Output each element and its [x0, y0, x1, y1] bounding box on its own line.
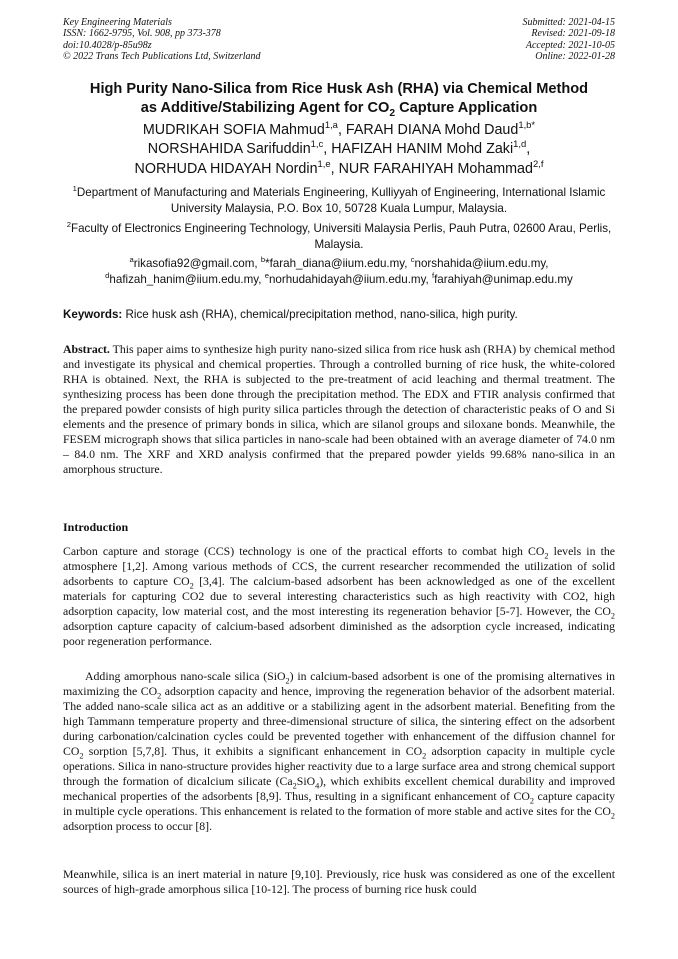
journal-copyright: © 2022 Trans Tech Publications Ltd, Switzerland — [63, 51, 261, 63]
title-line-2 — [63, 99, 615, 118]
author-superscript: 2,f — [532, 158, 544, 170]
title-line-1: High Purity Nano-Silica from Rice Husk Ash (RHA) via Chemical Method — [89, 81, 589, 97]
email-list — [63, 256, 615, 287]
email-superscript: f — [431, 270, 435, 280]
dates-header — [523, 17, 616, 63]
author-line — [63, 140, 615, 159]
email-address[interactable]: farahiyah@unimap.edu.my — [434, 272, 573, 286]
text-run: levels in the atmosphere [1,2]. Among various methods of CCS, the current researcher recommended the utilization of solid adsorbents to capture CO — [63, 544, 615, 589]
paper-title — [63, 80, 615, 117]
intro-paragraph-3: Meanwhile, silica is an inert material in nature [9,10]. Previously, rice husk was considered as one of the excellent sources of high-grade amorphous silica [10-12]. The process of burning rice husk could — [63, 867, 615, 897]
affiliation-1 — [63, 185, 615, 217]
author-separator: , — [323, 141, 332, 158]
abstract-text: This paper aims to synthesize high purity nano-sized silica from rice husk ash (RHA) by chemical method and investigate its physical and chemical properties. Through a controlled burning of rice husk, the white-colored RHA is obtained. Next, the RHA is subjected to the pre-treatment of acid leaching and thermal treatment. The synthesizing process has been done through the precipitation method. The EDX and FTIR analysis confirmed that the prepared powder consists of high purity silica particles through the detection of characteristic peaks of O and Si elements and the presence of primary bonds in silica, which are silanol groups and siloxane bonds. Meanwhile, the FESEM micrograph shows that silica particles in nano-scale had been obtained with an average diameter of 74.0 nm – 84.0 nm. The XRF and XRD analysis confirmed that the prepared powder yields 99.68% nano-silica in an amorphous structure. — [63, 342, 615, 477]
journal-doi: doi:10.4028/p-85u98z — [63, 39, 152, 51]
keywords — [63, 307, 615, 322]
author-list — [63, 121, 615, 179]
keywords-text: Rice husk ash (RHA), chemical/precipitation method, nano-silica, high purity. — [122, 308, 518, 321]
date-revised: Revised: 2021-09-18 — [531, 28, 615, 40]
journal-issn: ISSN: 1662-9795, Vol. 908, pp 373-378 — [63, 28, 221, 40]
author-separator: , — [337, 122, 346, 138]
affiliation-superscript: 1 — [72, 184, 77, 194]
author-name: FARAH DIANA Mohd Daud — [345, 122, 519, 138]
affiliation-text: Faculty of Electronics Engineering Technology, Universiti Malaysia Perlis, Pauh Putra, 02600 Arau, Perlis, Malaysia. — [71, 222, 612, 252]
title-line-2-part: as Additive/Stabilizing Agent for CO — [140, 99, 390, 116]
email-address[interactable]: norhudahidayah@iium.edu.my, — [268, 272, 432, 286]
subscript: 2 — [189, 581, 194, 591]
email-address[interactable]: rikasofia92@gmail.com, — [133, 257, 261, 270]
intro-paragraph-1 — [63, 544, 615, 649]
email-superscript: c — [410, 255, 415, 265]
subscript: 2 — [157, 691, 162, 701]
email-address[interactable]: hafizah_hanim@iium.edu.my, — [109, 272, 265, 286]
abstract — [63, 342, 615, 477]
date-online: Online: 2022-01-28 — [535, 51, 615, 63]
email-superscript: b — [260, 255, 266, 265]
email-address[interactable]: *farah_diana@iium.edu.my, — [265, 257, 411, 270]
text-run: capture capacity in multiple cycle operations. This enhancement is related to the formation of more stable and active sites for the CO — [63, 789, 616, 819]
author-superscript: 1,e — [317, 158, 331, 170]
title-line-2-part: Capture Application — [395, 99, 538, 116]
text-run: ), which exhibits excellent chemical durability and improved mechanical properties of the adsorbents [8,9]. Thus, resulting in a significant enhancement of CO — [63, 774, 616, 804]
affiliation-text: Department of Manufacturing and Materials Engineering, Kulliyyah of Engineering, International Islamic University Malaysia, P.O. Box 10, 50728 Kuala Lumpur, Malaysia. — [76, 186, 606, 216]
email-line — [63, 256, 615, 272]
subscript: 2 — [544, 551, 549, 561]
author-name: NORHUDA HIDAYAH Nordin — [134, 160, 318, 177]
journal-name: Key Engineering Materials — [63, 17, 172, 28]
affiliation-superscript: 2 — [66, 220, 71, 230]
subscript: 4 — [315, 781, 320, 791]
email-superscript: a — [129, 255, 134, 265]
subscript: 2 — [610, 611, 615, 621]
abstract-label: Abstract. — [63, 342, 110, 356]
introduction-heading: Introduction — [63, 520, 129, 534]
author-name: HAFIZAH HANIM Mohd Zaki — [331, 141, 514, 158]
subscript: 2 — [422, 751, 427, 761]
subscript: 2 — [292, 781, 297, 791]
text-run: [3,4]. The calcium-based adsorbent has been acknowledged as one of the excellent materials for capturing CO2 due to several interesting characteristics such as high reactivity with CO2, high adsorption capacity, low material cost, and the most interesting its regeneration behavior [5-7]. However, the CO — [63, 574, 616, 619]
text-run: SiO — [296, 774, 316, 789]
author-separator: , — [526, 141, 531, 158]
title-subscript: 2 — [389, 107, 396, 119]
affiliation-2 — [63, 221, 615, 253]
author-superscript: 1,b* — [518, 119, 536, 131]
subscript: 2 — [529, 796, 534, 806]
text-run: adsorption capture capacity of calcium-based adsorbent diminished as the adsorption cycle increased, indicating poor regeneration performance. — [63, 619, 615, 649]
text-run: sorption [5,7,8]. Thus, it exhibits a significant enhancement in CO — [83, 744, 423, 759]
text-run: Carbon capture and storage (CCS) technology is one of the practical efforts to combat high CO — [63, 544, 545, 558]
author-superscript: 1,c — [310, 138, 324, 150]
text-run: Adding amorphous nano-scale silica (SiO — [85, 669, 286, 683]
author-superscript: 1,d — [513, 138, 527, 150]
author-name: NORSHAHIDA Sarifuddin — [147, 141, 311, 158]
author-superscript: 1,a — [324, 119, 338, 131]
author-separator: , — [330, 160, 339, 177]
author-name: MUDRIKAH SOFIA Mahmud — [142, 122, 325, 138]
subscript: 2 — [610, 811, 615, 821]
author-name: NUR FARAHIYAH Mohammad — [338, 160, 533, 177]
subscript: 2 — [79, 751, 84, 761]
journal-header — [63, 17, 261, 63]
text-run: ) in calcium-based adsorbent is one of the promising alternatives in maximizing the CO — [63, 669, 615, 699]
email-line — [63, 272, 615, 288]
text-run: adsorption process to occur [8]. — [63, 819, 213, 834]
subscript: 2 — [285, 676, 290, 686]
email-address[interactable]: norshahida@iium.edu.my, — [414, 257, 549, 270]
keywords-label: Keywords: — [63, 308, 123, 321]
email-superscript: e — [264, 270, 269, 280]
text-run: adsorption capacity and hence, improving the regeneration behavior of the adsorbent material. The added nano-scale silica act as an additive or a stabilizing agent in the adsorbent material. Benefiting from the high Tammann temperature property and three-dimensional structure of silica, the sintering effect on the adsorbent during carbonation/calcination cycles could be prevented together with enhancement of the diffusion channel for CO — [63, 684, 615, 759]
author-line — [63, 160, 615, 179]
text-run: adsorption capacity in multiple cycle operations. Silica in nano-structure provides higher reactivity due to a large surface area and strong chemical support through the formation of dicalcium silicate (Ca — [63, 744, 615, 789]
author-line — [63, 121, 615, 140]
email-superscript: d — [105, 270, 110, 280]
intro-paragraph-2 — [63, 669, 615, 835]
date-accepted: Accepted: 2021-10-05 — [525, 39, 615, 51]
date-submitted: Submitted: 2021-04-15 — [522, 17, 615, 28]
